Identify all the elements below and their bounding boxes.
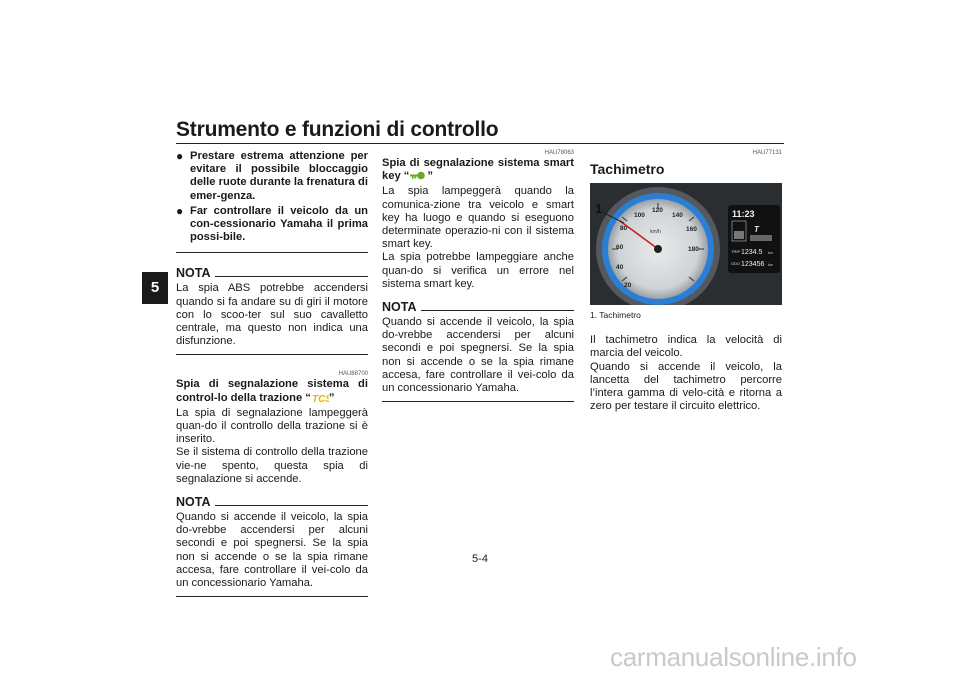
speed-label: 180	[688, 246, 699, 253]
nota-text: La spia ABS potrebbe accendersi quando si fa andare su di giri il motore con lo scoo-ter sul suo cavalletto centrale, ma questo non indica una disfunzione.	[176, 282, 368, 348]
column-1	[176, 150, 368, 597]
paragraph: La spia potrebbe lampeggiare anche quan-do si verifica un errore nel sistema smart key.	[382, 251, 574, 290]
section-code: HAU88700	[338, 371, 368, 378]
trip-unit: km	[768, 251, 773, 255]
speed-label: 40	[616, 264, 624, 271]
heading-text-end: ”	[328, 391, 335, 404]
nota-header	[176, 496, 368, 509]
section-code: HAU77131	[752, 150, 782, 156]
nota-end-rule	[176, 596, 368, 597]
clock-display: 11:23	[732, 209, 755, 219]
nota-label: NOTA	[382, 300, 417, 315]
tcs-icon-text: TC	[311, 393, 326, 403]
nota-line	[215, 276, 369, 277]
speed-label: 80	[620, 225, 628, 232]
speedometer-illustration	[590, 183, 782, 305]
nota-text: Quando si accende il veicolo, la spia do-vrebbe accendersi per alcuni secondi e poi spegnersi. Se la spia non si accende o se la spia rimane accesa, fare controllare il vei-colo da un concessionario Yamaha.	[176, 511, 368, 590]
page-title: Strumento e funzioni di controllo	[176, 118, 499, 141]
bullet-text: Far controllare il veicolo da un con-cessionario Yamaha il prima possi-bile.	[190, 204, 368, 244]
heading-text-end: ”	[427, 170, 433, 183]
speedometer-figure	[590, 183, 782, 305]
heading-text: Spia di segnalazione sistema di control-lo della trazione “	[176, 378, 368, 404]
odo-unit: km	[768, 263, 773, 267]
watermark: carmanualsonline.info	[610, 642, 857, 672]
column-2	[382, 150, 574, 402]
paragraph: La spia di segnalazione lampeggerà quan-do il controllo della trazione si è inserito.	[176, 406, 368, 446]
tcs-icon	[311, 392, 329, 407]
nota-line	[215, 505, 369, 506]
section-heading-tcs	[176, 378, 368, 406]
bullet-item	[176, 150, 368, 203]
paragraph: Il tachimetro indica la velocità di marcia del veicolo.	[590, 334, 782, 360]
section-rule	[176, 252, 368, 253]
nota-end-rule	[382, 401, 574, 402]
nota-header	[382, 301, 574, 314]
column-3	[590, 150, 782, 413]
title-rule	[176, 143, 784, 144]
bullet-item	[176, 205, 368, 245]
speed-label: 140	[672, 212, 683, 219]
nota-header	[176, 267, 368, 280]
trip-value: 1234.5	[741, 249, 763, 256]
paragraph: La spia lampeggerà quando la comunica-zione tra veicolo e smart key ha luogo e quando si eseguono determinate operazio-ni con il sistema smart key.	[382, 185, 574, 251]
figure-caption: 1. Tachimetro	[590, 310, 641, 320]
speed-label: 160	[686, 226, 697, 233]
page-number: 5-4	[472, 553, 488, 565]
nota-end-rule	[176, 354, 368, 355]
trip-label: TRIP	[731, 249, 741, 254]
nota-line	[421, 310, 575, 311]
heading-text: Spia di segnalazione sistema smart key “	[382, 157, 574, 183]
bullet-dot-icon: ●	[176, 203, 184, 218]
paragraph: Se il sistema di controllo della trazione vie-ne spento, questa spia di segnalazione si accende.	[176, 446, 368, 485]
speed-label: 20	[624, 282, 632, 289]
section-heading-tachimetro: Tachimetro	[590, 161, 665, 177]
bullet-dot-icon: ●	[176, 149, 184, 163]
chapter-tab: 5	[142, 272, 168, 304]
odo-value: 123456	[741, 261, 765, 268]
smart-key-icon	[409, 170, 427, 185]
paragraph: Quando si accende il veicolo, la lancetta del tachimetro percorre l’intera gamma di velo-cità e ritorna a zero per testare il circuito elettrico.	[590, 360, 782, 413]
bullet-text: Prestare estrema attenzione per evitare il possibile bloccaggio delle ruote durante la frenatura di emer-genza.	[190, 150, 368, 202]
speed-label: 120	[652, 207, 663, 214]
nota-label: NOTA	[176, 495, 211, 510]
odo-label: ODO	[731, 261, 741, 266]
nota-label: NOTA	[176, 266, 211, 281]
speed-unit: km/h	[650, 229, 661, 235]
section-heading-smart-key	[382, 157, 574, 185]
nota-text: Quando si accende il veicolo, la spia do-vrebbe accendersi per alcuni secondi e poi spegnersi. Se la spia non si accende o se la spia rimane accesa, fare controllare il vei-colo da un concessionario Yamaha.	[382, 316, 574, 395]
speed-label: 60	[616, 244, 624, 251]
speed-label: 100	[634, 212, 645, 219]
figure-callout: 1	[595, 201, 603, 216]
svg-text:T: T	[754, 225, 759, 234]
section-code: HAU78063	[544, 150, 574, 156]
